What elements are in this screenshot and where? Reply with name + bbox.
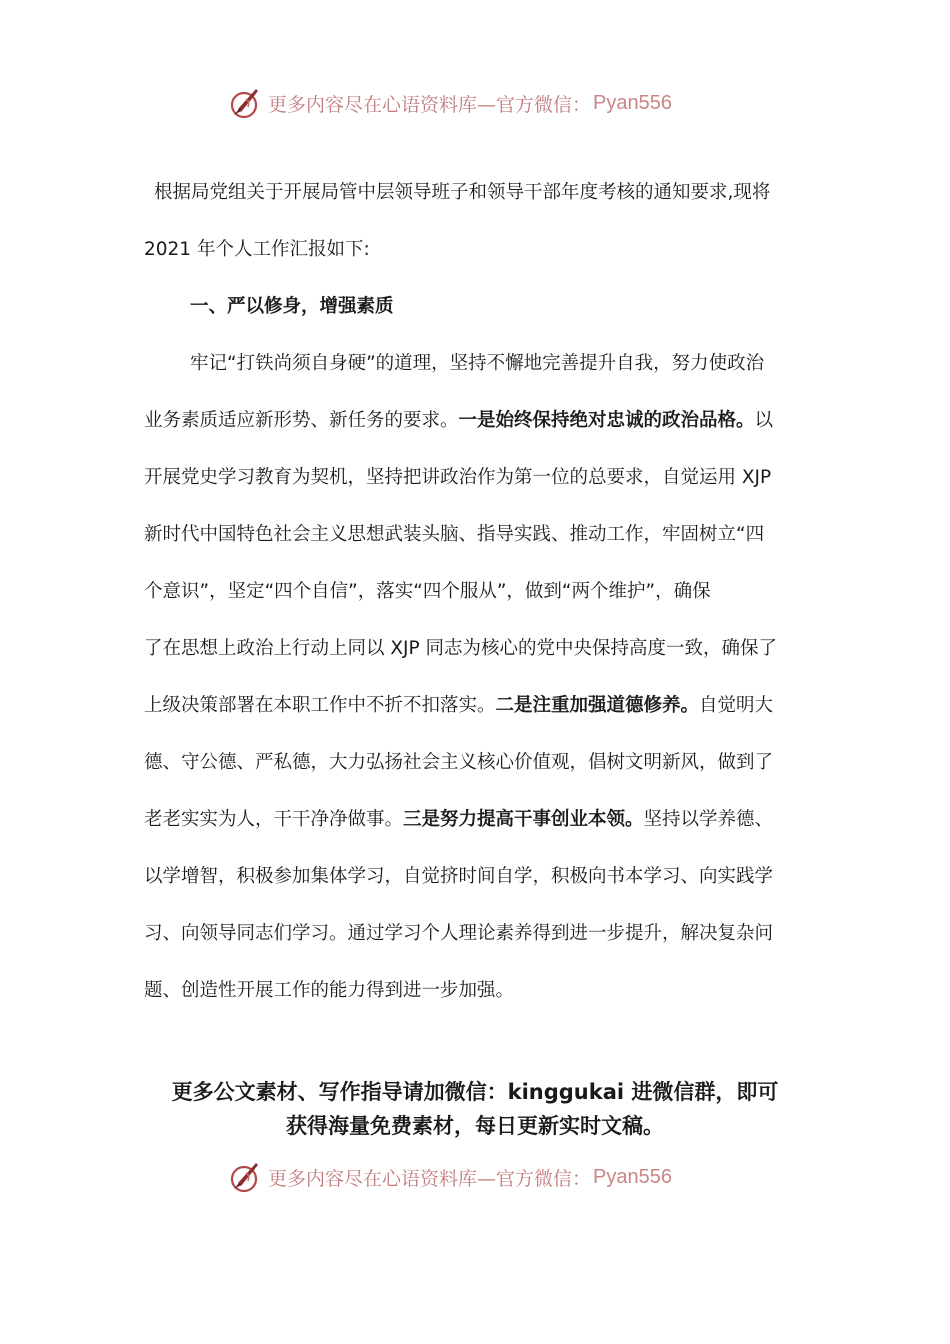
line-text: 业务素质适应新形势、新任务的要求。 [144,410,459,431]
intro-line-2: 2021 年个人工作汇报如下: [144,239,370,260]
line-text: 老老实实为人，干干净净做事。 [144,809,404,830]
line-text: 上级决策部署在本职工作中不折不扣落实。 [144,695,496,716]
paragraph-line [144,577,804,607]
paragraph-line [144,805,804,835]
banner-text: 更多内容尽在心语资料库—官方微信： [268,1167,592,1190]
paragraph-line [144,691,804,721]
paragraph-line [144,463,804,493]
paragraph-line [144,634,804,664]
quill-pen-logo-icon [228,1159,264,1195]
footer-promo-line-1: 更多公文素材、写作指导请加微信：kinggukai 进微信群，即可 [171,1080,779,1104]
footer-watermark-banner [228,1157,672,1197]
line-text: 题、创造性开展工作的能力得到进一步加强。 [144,980,515,1001]
banner-wechat-id: Pyan556 [593,91,672,114]
banner-text: 更多内容尽在心语资料库—官方微信： [268,93,592,116]
paragraph-line [144,862,804,892]
line-text: 牢记“打铁尚须自身硬”的道理，坚持不懈地完善提升自我，努力使政治 [190,353,765,374]
paragraph-line [144,919,804,949]
line-text: 德、守公德、严私德，大力弘扬社会主义核心价值观，倡树文明新风，做到了 [144,752,774,773]
paragraph-line [144,406,804,436]
line-text: 新时代中国特色社会主义思想武装头脑、指导实践、推动工作，牢固树立“四 [144,524,765,545]
line-text: 习、向领导同志们学习。通过学习个人理论素养得到进一步提升，解决复杂问 [144,923,774,944]
header-watermark-banner [228,83,672,123]
line-text-tail: 坚持以学养德、 [643,809,774,830]
section-heading: 一、严以修身，增强素质 [190,296,394,317]
line-text: 开展党史学习教育为契机，坚持把讲政治作为第一位的总要求，自觉运用 XJP [144,467,772,488]
line-text: 以学增智，积极参加集体学习，自觉挤时间自学，积极向书本学习、向实践学 [144,866,774,887]
line-text: 了在思想上政治上行动上同以 XJP 同志为核心的党中央保持高度一致，确保了 [144,638,778,659]
intro-line-1: 根据局党组关于开展局管中层领导班子和领导干部年度考核的通知要求,现将 [154,182,771,203]
line-text: 个意识”，坚定“四个自信”，落实“四个服从”，做到“两个维护”，确保 [144,581,711,602]
line-text-tail: 自觉明大 [699,695,774,716]
line-bold-text: 三是努力提高干事创业本领。 [403,809,644,830]
footer-promo-line-2: 获得海量免费素材，每日更新实时文稿。 [286,1114,664,1138]
paragraph-line [144,976,804,1006]
line-bold-text: 二是注重加强道德修养。 [495,695,700,716]
banner-wechat-id: Pyan556 [593,1165,672,1188]
paragraph-line [190,349,850,379]
paragraph-line [144,748,804,778]
line-bold-text: 一是始终保持绝对忠诚的政治品格。 [458,410,755,431]
line-text-tail: 以 [754,410,774,431]
paragraph-line [144,520,804,550]
quill-pen-logo-icon [228,85,264,121]
